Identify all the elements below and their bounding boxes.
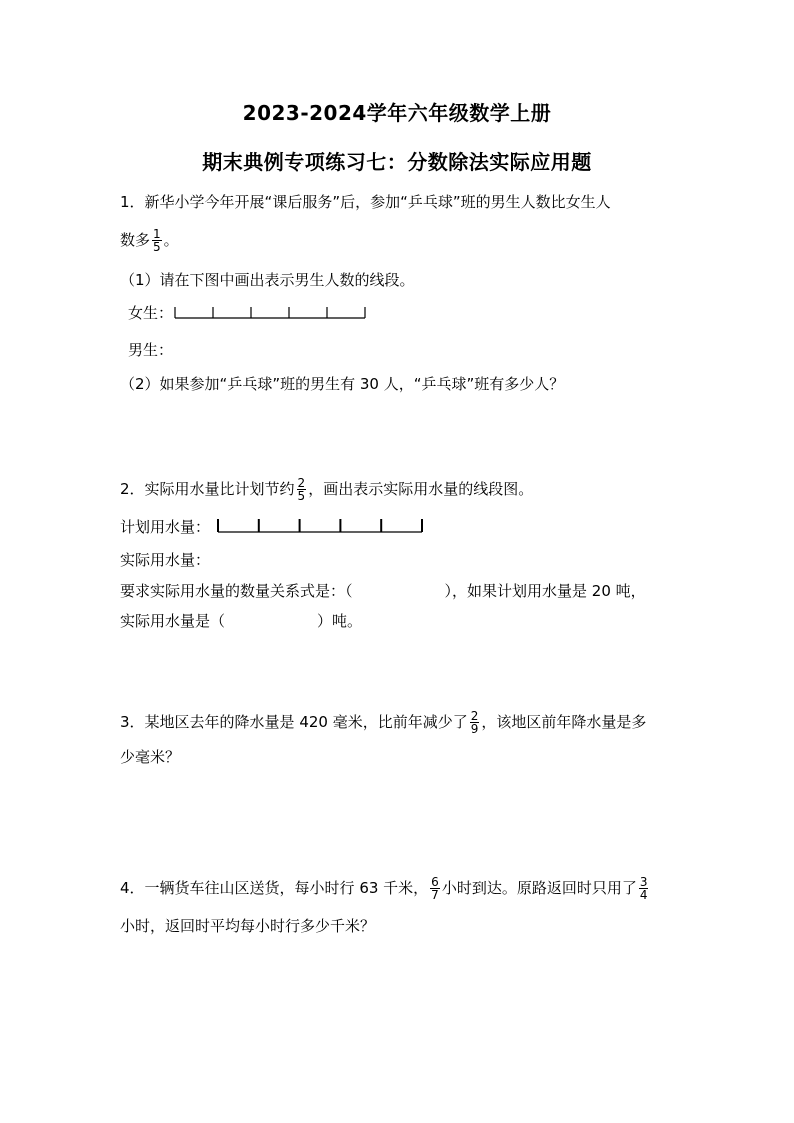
q1-girls-label: 女生： bbox=[128, 304, 174, 322]
page-title-line1: 2023-2024学年六年级数学上册 bbox=[242, 101, 552, 125]
q2-relation-post: ），如果计划用水量是 20 吨， bbox=[444, 582, 646, 600]
q2-relation-line bbox=[120, 581, 646, 601]
q2-text-post: ，画出表示实际用水量的线段图。 bbox=[308, 480, 534, 498]
q1-fraction bbox=[152, 228, 162, 253]
q2-fraction bbox=[297, 477, 307, 502]
q2-actual-label: 实际用水量： bbox=[120, 551, 211, 569]
q2-actual-pre: 实际用水量是（ bbox=[120, 612, 226, 630]
q4-text-mid: 小时到达。原路返回时只用了 bbox=[441, 879, 637, 897]
q2-text-pre: 2．实际用水量比计划节约 bbox=[120, 480, 295, 498]
q3-fraction bbox=[470, 710, 480, 735]
q3-text-line2: 少毫米？ bbox=[120, 748, 181, 766]
q1-text-post: 。 bbox=[163, 231, 179, 249]
q4-fraction-1 bbox=[430, 876, 440, 901]
q1-girls-segment-diagram bbox=[173, 306, 367, 320]
q2-text bbox=[120, 477, 533, 502]
q1-sub1: （1）请在下图中画出表示男生人数的线段。 bbox=[120, 271, 415, 289]
q2-planned-label: 计划用水量： bbox=[120, 518, 211, 536]
q3-text-post: ，该地区前年降水量是多 bbox=[481, 713, 647, 731]
q1-text-pre: 数多 bbox=[120, 231, 151, 249]
q2-frac-den: 5 bbox=[297, 489, 306, 503]
q4-fraction-2 bbox=[639, 876, 649, 901]
q4-frac2-den: 4 bbox=[639, 888, 648, 902]
q2-actual-post: ）吨。 bbox=[317, 612, 363, 630]
q1-boys-label: 男生： bbox=[128, 341, 174, 359]
q1-sub2: （2）如果参加“乒乓球”班的男生有 30 人，“乒乓球”班有多少人？ bbox=[120, 375, 565, 393]
q1-text-line1: 1．新华小学今年开展“课后服务”后，参加“乒乓球”班的男生人数比女生人 bbox=[120, 193, 611, 211]
q4-text-line1 bbox=[120, 876, 650, 901]
q3-frac-num: 2 bbox=[470, 709, 479, 723]
q2-frac-num: 2 bbox=[297, 476, 306, 490]
q4-frac2-num: 3 bbox=[639, 875, 648, 889]
q4-frac1-num: 6 bbox=[431, 875, 439, 889]
q4-text-pre: 4．一辆货车往山区送货，每小时行 63 千米， bbox=[120, 879, 429, 897]
q3-text-line1 bbox=[120, 710, 646, 735]
q1-frac-den: 5 bbox=[153, 240, 161, 254]
q1-frac-num: 1 bbox=[153, 227, 161, 241]
q2-actual-line bbox=[120, 611, 362, 631]
q3-text-pre: 3．某地区去年的降水量是 420 毫米，比前年减少了 bbox=[120, 713, 468, 731]
page-title-line2: 期末典例专项练习七：分数除法实际应用题 bbox=[202, 150, 592, 174]
q2-relation-pre: 要求实际用水量的数量关系式是：（ bbox=[120, 582, 353, 600]
q4-text-line2: 小时，返回时平均每小时行多少千米？ bbox=[120, 917, 376, 935]
q2-planned-segment-diagram bbox=[216, 518, 424, 534]
q3-frac-den: 9 bbox=[470, 722, 479, 736]
q4-frac1-den: 7 bbox=[431, 888, 439, 902]
q1-text-line2 bbox=[120, 228, 179, 253]
